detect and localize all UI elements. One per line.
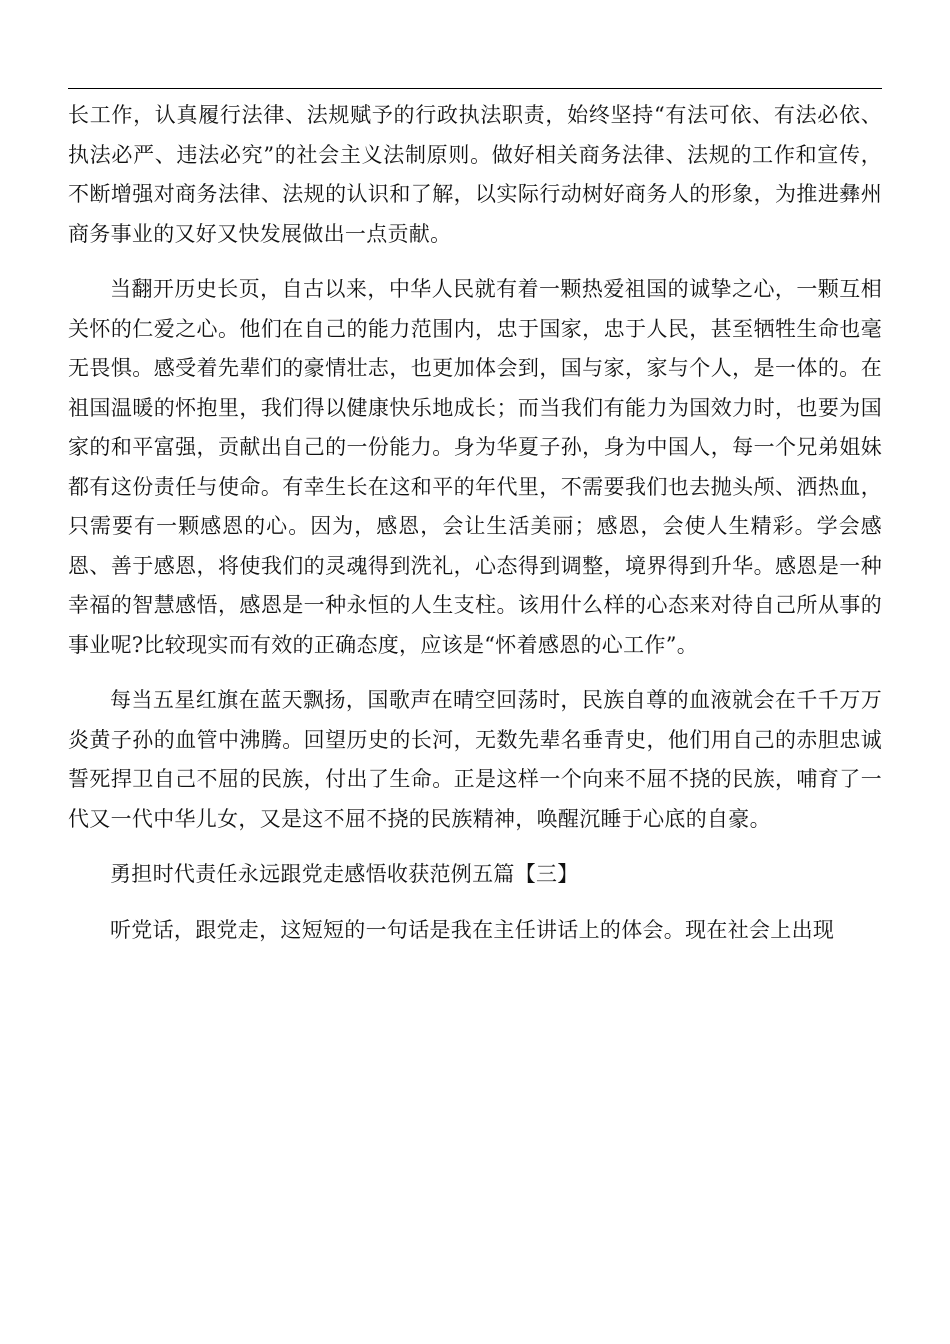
paragraph-3: 每当五星红旗在蓝天飘扬，国歌声在晴空回荡时，民族自尊的血液就会在千千万万炎黄子孙的血管中沸腾。回望历史的长河，无数先辈名垂青史，他们用自己的赤胆忠诚誓死捍卫自己不屈的民族，付出了生命。正是这样一个向来不屈不挠的民族，哺育了一代又一代中华儿女，又是这不屈不挠的民族精神，唤醒沉睡于心底的自豪。 bbox=[68, 688, 882, 831]
header-rule bbox=[68, 88, 882, 89]
paragraph-2: 当翻开历史长页，自古以来，中华人民就有着一颗热爱祖国的诚挚之心，一颗互相关怀的仁爱之心。他们在自己的能力范围内，忠于国家，忠于人民，甚至牺牲生命也毫无畏惧。感受着先辈们的豪情壮志，也更加体会到，国与家，家与个人，是一体的。在祖国温暖的怀抱里，我们得以健康快乐地成长；而当我们有能力为国效力时，也要为国家的和平富强，贡献出自己的一份能力。身为华夏子孙，身为中国人，每一个兄弟姐妹都有这份责任与使命。有幸生长在这和平的年代里，不需要我们也去抛头颅、洒热血，只需要有一颗感恩的心。因为，感恩，会让生活美丽；感恩，会使人生精彩。学会感恩、善于感恩，将使我们的灵魂得到洗礼，心态得到调整，境界得到升华。感恩是一种幸福的智慧感悟，感恩是一种永恒的人生支柱。该用什么样的心态来对待自己所从事的事业呢?比较现实而有效的正确态度，应该是“怀着感恩的心工作”。 bbox=[68, 277, 882, 657]
section-heading: 勇担时代责任永远跟党走感悟收获范例五篇【三】 bbox=[110, 862, 579, 886]
paragraph-1: 长工作，认真履行法律、法规赋予的行政执法职责，始终坚持“有法可依、有法必依、执法必严、违法必究”的社会主义法制原则。做好相关商务法律、法规的工作和宣传，不断增强对商务法律、法规的认识和了解，以实际行动树好商务人的形象，为推进彝州商务事业的又好又快发展做出一点贡献。 bbox=[68, 103, 882, 246]
paragraph-4: 听党话，跟党走，这短短的一句话是我在主任讲话上的体会。现在社会上出现 bbox=[110, 917, 835, 942]
document-body bbox=[68, 96, 882, 966]
